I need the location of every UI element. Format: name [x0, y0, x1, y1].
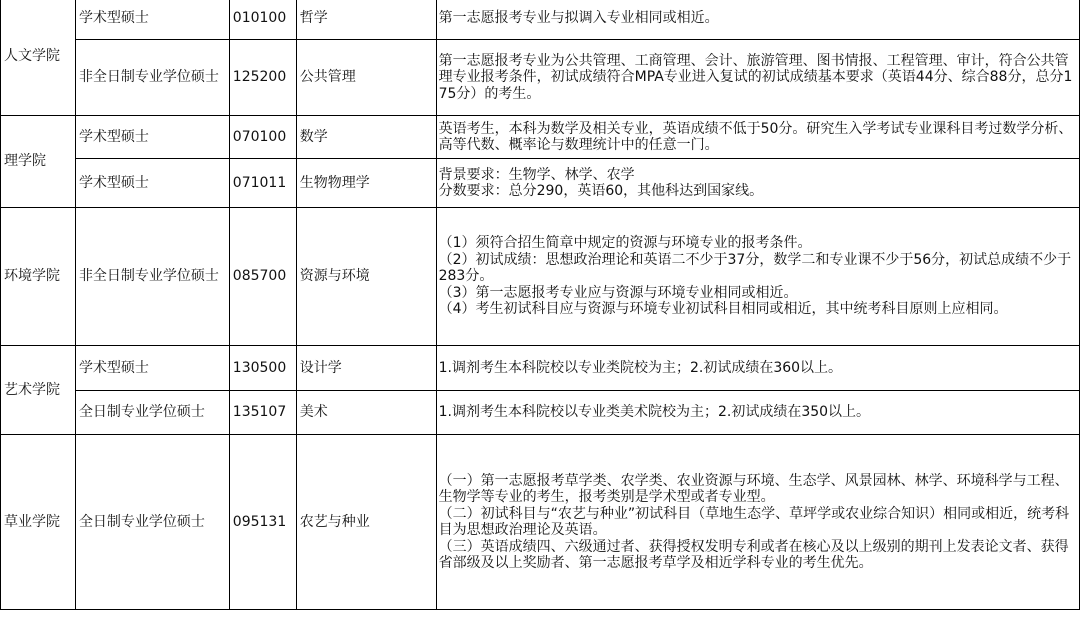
degree-cell: 非全日制专业学位硕士	[75, 208, 229, 346]
code-cell: 085700	[229, 208, 296, 346]
major-cell: 农艺与种业	[296, 435, 436, 610]
college-cell: 人文学院	[1, 0, 76, 116]
degree-cell: 学术型硕士	[75, 0, 229, 40]
table-row	[1, 116, 1080, 159]
requirement-cell	[436, 208, 1079, 346]
requirement-line: （一）第一志愿报考草学类、农学类、农业资源与环境、生态学、风景园林、林学、环境科学与工程、生物学等专业的考生，报考类别是学术型或者专业型。	[438, 472, 1069, 505]
degree-cell: 全日制专业学位硕士	[75, 435, 229, 610]
major-cell: 公共管理	[296, 40, 436, 116]
requirement-cell	[436, 0, 1079, 40]
requirement-line: （2）初试成绩：思想政治理论和英语二不少于37分，数学二和专业课不少于56分，初试总成绩不少于283分。	[438, 251, 1072, 285]
major-cell: 资源与环境	[296, 208, 436, 346]
requirement-line: 背景要求：生物学、林学、农学	[438, 166, 635, 183]
code-cell: 125200	[229, 40, 296, 116]
requirement-cell	[436, 346, 1079, 391]
major-cell: 哲学	[296, 0, 436, 40]
requirement-cell	[436, 116, 1079, 159]
major-cell: 数学	[296, 116, 436, 159]
code-cell: 135107	[229, 391, 296, 435]
requirement-line: 分数要求：总分290，英语60，其他科达到国家线。	[438, 183, 764, 199]
table-row	[1, 40, 1080, 116]
college-cell: 环境学院	[1, 208, 76, 346]
table-row	[1, 391, 1080, 435]
requirement-cell	[436, 159, 1079, 208]
requirement-cell	[436, 435, 1079, 610]
table-row	[1, 159, 1080, 208]
degree-cell: 全日制专业学位硕士	[75, 391, 229, 435]
requirement-line: 英语考生，本科为数学及相关专业，英语成绩不低于50分。研究生入学考试专业课科目考过数学分析、高等代数、概率论与数理统计中的任意一门。	[438, 120, 1073, 153]
requirement-line: 1.调剂考生本科院校以专业类美术院校为主；2.初试成绩在350以上。	[438, 404, 871, 421]
requirement-line: 第一志愿报考专业为公共管理、工商管理、会计、旅游管理、图书情报、工程管理、审计，符合公共管理专业报考条件，初试成绩符合MPA专业进入复试的初试成绩基本要求（英语44分、综合88分，总分175分）的考生。	[438, 52, 1073, 102]
college-cell: 草业学院	[1, 435, 76, 610]
table-row	[1, 208, 1080, 346]
requirement-line: （4）考生初试科目应与资源与环境专业初试科目相同或相近，其中统考科目原则上应相同。	[438, 301, 1008, 318]
requirement-line: （三）英语成绩四、六级通过者、获得授权发明专利或者在核心及以上级别的期刊上发表论文者、获得省部级及以上奖励者、第一志愿报考草学及相近学科专业的考生优先。	[438, 538, 1069, 571]
major-cell: 美术	[296, 391, 436, 435]
code-cell: 070100	[229, 116, 296, 159]
table-row	[1, 0, 1080, 40]
table-row	[1, 346, 1080, 391]
code-cell: 010100	[229, 0, 296, 40]
degree-cell: 学术型硕士	[75, 346, 229, 391]
requirement-line: （3）第一志愿报考专业应与资源与环境专业相同或相近。	[438, 284, 798, 301]
requirement-line: 第一志愿报考专业与拟调入专业相同或相近。	[438, 9, 719, 26]
code-cell: 130500	[229, 346, 296, 391]
code-cell: 095131	[229, 435, 296, 610]
college-cell: 理学院	[1, 116, 76, 208]
major-cell: 设计学	[296, 346, 436, 391]
code-cell: 071011	[229, 159, 296, 208]
degree-cell: 学术型硕士	[75, 159, 229, 208]
table-row	[1, 435, 1080, 610]
degree-cell: 非全日制专业学位硕士	[75, 40, 229, 116]
requirement-line: （二）初试科目与“农艺与种业”初试科目（草地生态学、草坪学或农业综合知识）相同或相近，统考科目为思想政治理论及英语。	[438, 505, 1070, 538]
major-cell: 生物物理学	[296, 159, 436, 208]
requirement-cell	[436, 391, 1079, 435]
degree-cell: 学术型硕士	[75, 116, 229, 159]
requirement-line: 1.调剂考生本科院校以专业类院校为主；2.初试成绩在360以上。	[438, 359, 843, 376]
requirement-line: （1）须符合招生简章中规定的资源与环境专业的报考条件。	[438, 235, 812, 252]
college-cell: 艺术学院	[1, 346, 76, 435]
requirement-cell	[436, 40, 1079, 116]
